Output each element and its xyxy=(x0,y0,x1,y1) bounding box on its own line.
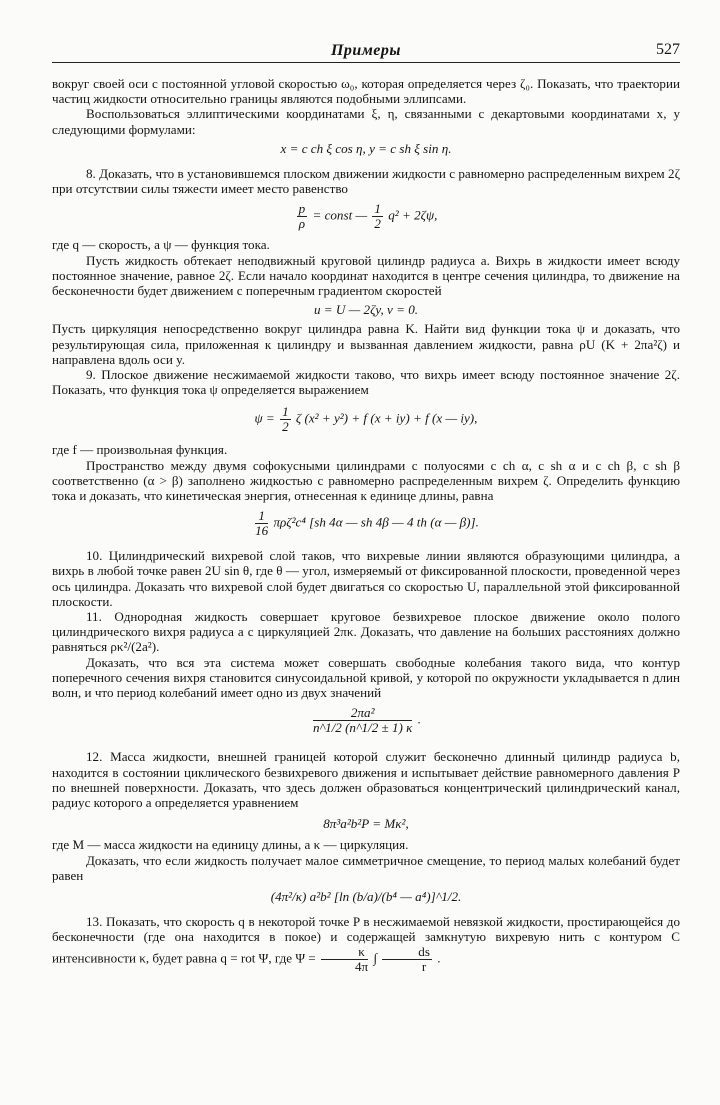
problem-9: 9. Плоское движение несжимаемой жидкости таково, что вихрь имеет всюду постоянное значение 2ζ. Показать, что функция тока ψ определяется выражением xyxy=(52,367,680,398)
paragraph: Пространство между двумя софокусными цилиндрами с полуосями c ch α, c sh α и c ch β, c sh β соответственно (α > β) заполнено жидкостью с равномерно распределенным вихрем ζ. Определить функцию тока и доказать, что кинетическая энергия, отнесенная к единице длины, равна xyxy=(52,457,680,504)
running-header xyxy=(52,38,680,63)
paragraph: Доказать, что если жидкость получает малое симметричное смещение, то период малых колебаний будет равен xyxy=(52,852,680,883)
formula: (4π²/κ) a²b² [ln (b/a)/(b⁴ — a⁴)]^1/2. xyxy=(270,888,462,904)
page-number: 527 xyxy=(656,41,680,58)
formula: $\frac{p}{\rho}$ = const — $\frac{1}{2}$ q² + 2ζψ, xyxy=(298,201,438,232)
paragraph: Воспользоваться эллиптическими координатами ξ, η, связанными с декартовыми координатами x, y следующими формулами: xyxy=(52,106,680,137)
paragraph: где q — скорость, а ψ — функция тока. xyxy=(52,237,270,253)
paragraph: где M — масса жидкости на единицу длины, а κ — циркуляция. xyxy=(52,837,409,853)
formula: 8π³a²b²P = Mκ², xyxy=(323,816,409,832)
problem-13: 13. Показать, что скорость q в некоторой точке P в несжимаемой невязкой жидкости, простирающейся до бесконечности (где она находится в покое) и содержащей замкнутую вихревую нить с контуром C интенсивности κ, будет равна q = rot Ψ, где Ψ = $\frac{\kappa}{4\pi}$ ∫ $\frac{ds}{r}$ . xyxy=(52,914,680,974)
fraction: $\frac{\kappa}{4\pi}$ xyxy=(321,945,368,974)
problem-8: 8. Доказать, что в установившемся плоском движении жидкости с равномерно распределенным вихрем 2ζ при отсутствии силы тяжести имеет место равенство xyxy=(52,166,680,197)
formula: u = U — 2ζy, v = 0. xyxy=(313,302,419,318)
fraction: $\frac{1}{2}$ xyxy=(282,404,289,435)
formula: $\frac{1}{16}$ πρζ²c⁴ [sh 4α — sh 4β — 4 th (α — β)]. xyxy=(255,508,479,539)
paragraph: Пусть циркуляция непосредственно вокруг цилиндра равна K. Найти вид функции тока ψ и доказать, что результирующая сила, приложенная к цилиндру и вызванная давлением жидкости, равна ρU (K + 2πa²ζ) и направлена вдоль оси y. xyxy=(52,321,680,367)
page-body xyxy=(52,76,680,974)
problem-12: 12. Масса жидкости, внешней границей которой служит бесконечно длинный цилиндр радиуса b, находится в состоянии циклического безвихревого движения и испытывает действие равномерного давления P по внешней поверхности. Доказать, что здесь должен образоваться концентрический цилиндрический канал, радиус которого a определяется уравнением xyxy=(52,749,680,810)
paragraph: вокруг своей оси с постоянной угловой скоростью ω₀, которая определяется через ζ₀. Показать, что траектории частиц жидкости относительно границы являются подобными эллипсами. xyxy=(52,76,680,107)
paragraph: где f — произвольная функция. xyxy=(52,442,228,458)
paragraph: Доказать, что вся эта система может совершать свободные колебания такого вида, что контур поперечного сечения вихря становится синусоидальной кривой, у которой по окружности укладывается n длин волн, и что период колебаний имеет одно из двух значений xyxy=(52,654,680,701)
fraction: $\frac{\text{2πa²}}{n\^{}1/2 (n\^{}1/2 \pm 1) \kappa}$ xyxy=(313,705,413,736)
fraction: $\frac{p}{\rho}$ xyxy=(298,201,306,232)
fraction: $\frac{ds}{r}$ xyxy=(382,945,432,974)
formula: x = c ch ξ cos η, y = c sh ξ sin η. xyxy=(280,140,452,156)
paragraph: Пусть жидкость обтекает неподвижный круговой цилиндр радиуса a. Вихрь в жидкости имеет всюду постоянное значение, равное 2ζ. Если начало координат находится в центре сечения цилиндра, то движение на бесконечности будет движением с поперечным градиентом скоростей xyxy=(52,252,680,299)
fraction: $\frac{1}{2}$ xyxy=(374,201,381,232)
running-title: Примеры xyxy=(330,42,401,59)
fraction: $\frac{1}{16}$ xyxy=(255,508,269,539)
problem-10: 10. Цилиндрический вихревой слой таков, что вихревые линии являются образующими цилиндра, а вихрь в любой точке равен 2U sin θ, где θ — угол, измеряемый от фиксированной плоскости, проведенной через ось цилиндра. Доказать что вихревой слой будет двигаться со скоростью U, параллельной этой фиксированной плоскости. xyxy=(52,548,680,609)
formula: ψ = $\frac{1}{2}$ ζ (x² + y²) + f (x + iy) + f (x — iy), xyxy=(254,404,478,435)
formula: $\frac{\text{2πa²}}{n\^{}1/2 (n\^{}1/2 \pm 1) \kappa}$ . xyxy=(313,705,421,736)
problem-11: 11. Однородная жидкость совершает круговое безвихревое плоское движение около полого цилиндрического вихря радиуса a с циркуляцией 2πκ. Доказать, что давление на больших расстояниях должно равняться ρκ²/(2a²). xyxy=(52,609,680,655)
